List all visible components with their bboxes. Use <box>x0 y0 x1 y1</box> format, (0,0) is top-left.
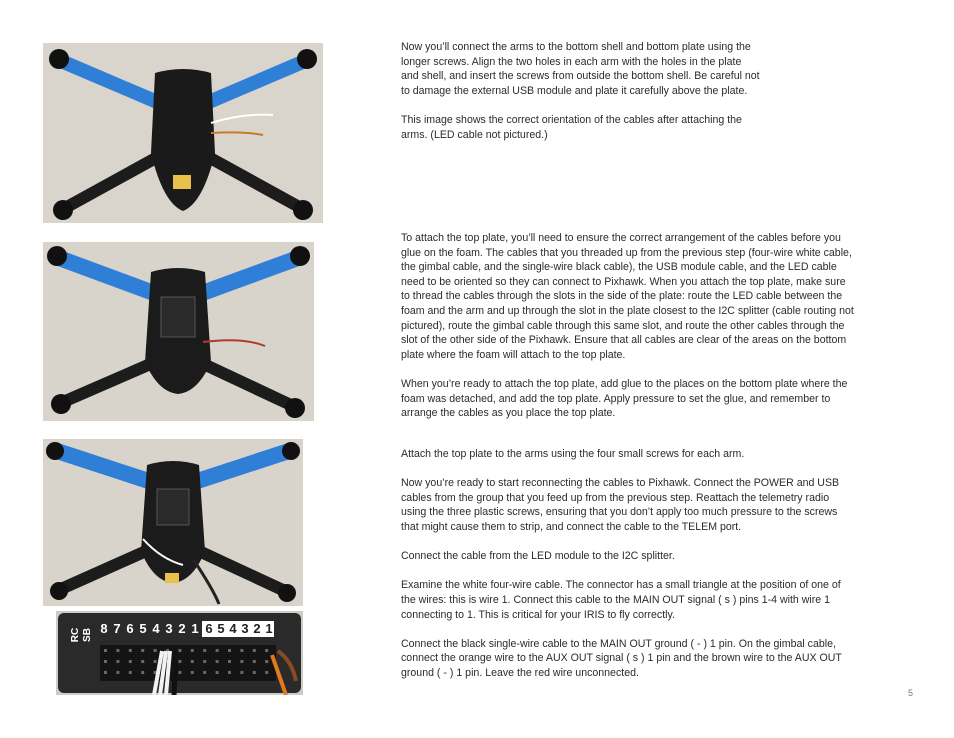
paragraph: Connect the cable from the LED module to the I2C splitter. <box>401 550 675 563</box>
header-pin <box>178 649 181 652</box>
aux-pin-label: 2 <box>253 621 261 636</box>
header-pin <box>191 649 194 652</box>
aux-pin-label: 1 <box>265 621 273 636</box>
header-pin <box>141 660 144 663</box>
main-pin-label: 8 <box>100 621 108 636</box>
header-pin <box>203 671 206 674</box>
page-number: 5 <box>908 688 914 698</box>
header-pin <box>216 660 219 663</box>
header-pin <box>116 671 119 674</box>
main-pin-label: 7 <box>113 621 121 636</box>
header-pin <box>141 671 144 674</box>
header-pin <box>203 649 206 652</box>
header-pin <box>203 660 206 663</box>
header-pin <box>116 649 119 652</box>
header-pin <box>216 671 219 674</box>
aux-pin-label: 4 <box>229 621 237 636</box>
header-pin <box>191 660 194 663</box>
connector-side-label-bottom: SB <box>82 628 93 642</box>
header-pin <box>104 671 107 674</box>
connector-side-label-top: RC <box>70 627 81 643</box>
header-pin <box>228 649 231 652</box>
header-pin <box>116 660 119 663</box>
paragraph: Now you’ll connect the arms to the bottom shell and bottom plate using the longer screws. Align the two holes in each arm with the holes in the plate and shell, and insert the screws from outside the bottom shell. Be careful not to damage the external USB module and plate it carefully above the plate. <box>401 41 760 97</box>
header-pin <box>265 671 268 674</box>
main-pin-label: 5 <box>139 621 147 636</box>
paragraph: Attach the top plate to the arms using the four small screws for each arm. <box>401 448 745 460</box>
main-pin-label: 6 <box>126 621 134 636</box>
header-pin <box>129 660 132 663</box>
main-pin-label: 4 <box>152 621 160 636</box>
header-pin <box>154 660 157 663</box>
header-pin <box>253 649 256 652</box>
section-cabling <box>401 447 901 681</box>
paragraph: Examine the white four-wire cable. The connector has a small triangle at the position of one of the wires: this is wire 1. Connect this cable to the MAIN OUT signal ( s ) pins 1-4 with wire 1 connecting to 1. This is critical for your IRIS to fly correctly. <box>401 579 841 621</box>
header-pin <box>240 671 243 674</box>
paragraph: When you’re ready to attach the top plate, add glue to the places on the bottom plate where the foam was detached, and add the top plate. Apply pressure to set the glue, and remember to arrange the cables as you place the top plate. <box>401 377 848 420</box>
paragraph: Connect the black single-wire cable to the MAIN OUT ground ( - ) 1 pin. On the gimbal cable, connect the orange wire to the AUX OUT signal ( s ) 1 pin and the brown wire to the AUX OUT ground ( - ) 1 pin. Leave the red wire unconnected. <box>401 637 842 679</box>
header-pin <box>129 671 132 674</box>
header-pin <box>265 660 268 663</box>
header-pin <box>104 649 107 652</box>
section-top-plate <box>401 231 911 421</box>
header-pin <box>191 671 194 674</box>
photo-connector-closeup <box>56 611 303 695</box>
header-pin <box>253 660 256 663</box>
paragraph: To attach the top plate, you’ll need to ensure the correct arrangement of the cables before you glue on the foam. The cables that you threaded up from the previous step (four-wire white cable, the gimbal cable, and the single-wire black cable), the USB module cable, and the LED cable need to be oriented so they can connect to Pixhawk. When you attach the top plate, make sure to thread the cables through the slots in the side of the plate: route the LED cable between the foam and the arm and up through the slot in the plate closest to the I2C splitter (cable routing not pictured), route the gimbal cable through this same slot, and route the other cables through the slot of the other side of the Pixhawk. Ensure that all cables are clear of the areas on the bottom plate where the foam will attach to the top plate. <box>401 232 854 361</box>
main-pin-label: 2 <box>178 621 186 636</box>
aux-pin-label: 5 <box>217 621 225 636</box>
header-pin <box>228 660 231 663</box>
header-pin <box>216 649 219 652</box>
photo-top-plate <box>43 242 314 421</box>
paragraph: This image shows the correct orientation of the cables after attaching the arms. (LED cable not pictured.) <box>401 113 742 141</box>
header-pin <box>178 660 181 663</box>
header-pin <box>141 649 144 652</box>
photo-arms-attached <box>43 43 323 223</box>
main-pin-label: 1 <box>191 621 199 636</box>
header-pin <box>240 660 243 663</box>
aux-pin-label: 3 <box>241 621 249 636</box>
header-pin <box>154 649 157 652</box>
header-pin <box>178 671 181 674</box>
header-pin <box>240 649 243 652</box>
header-pin <box>129 649 132 652</box>
aux-pin-label: 6 <box>205 621 213 636</box>
header-pin <box>228 671 231 674</box>
header-pin <box>104 660 107 663</box>
header-pin <box>265 649 268 652</box>
photo-pixhawk-cables <box>43 439 303 606</box>
main-pin-label: 3 <box>165 621 173 636</box>
section-arms <box>401 40 821 142</box>
paragraph: Now you’re ready to start reconnecting the cables to Pixhawk. Connect the POWER and USB cables from the group that you feed up from the previous step. Reattach the telemetry radio using the three plastic screws, ensuring that you don’t apply too much pressure to the screws that might cause them to strip, and connect the cable to the TELEM port. <box>401 477 840 533</box>
pin-header-grid <box>100 645 276 681</box>
header-pin <box>253 671 256 674</box>
